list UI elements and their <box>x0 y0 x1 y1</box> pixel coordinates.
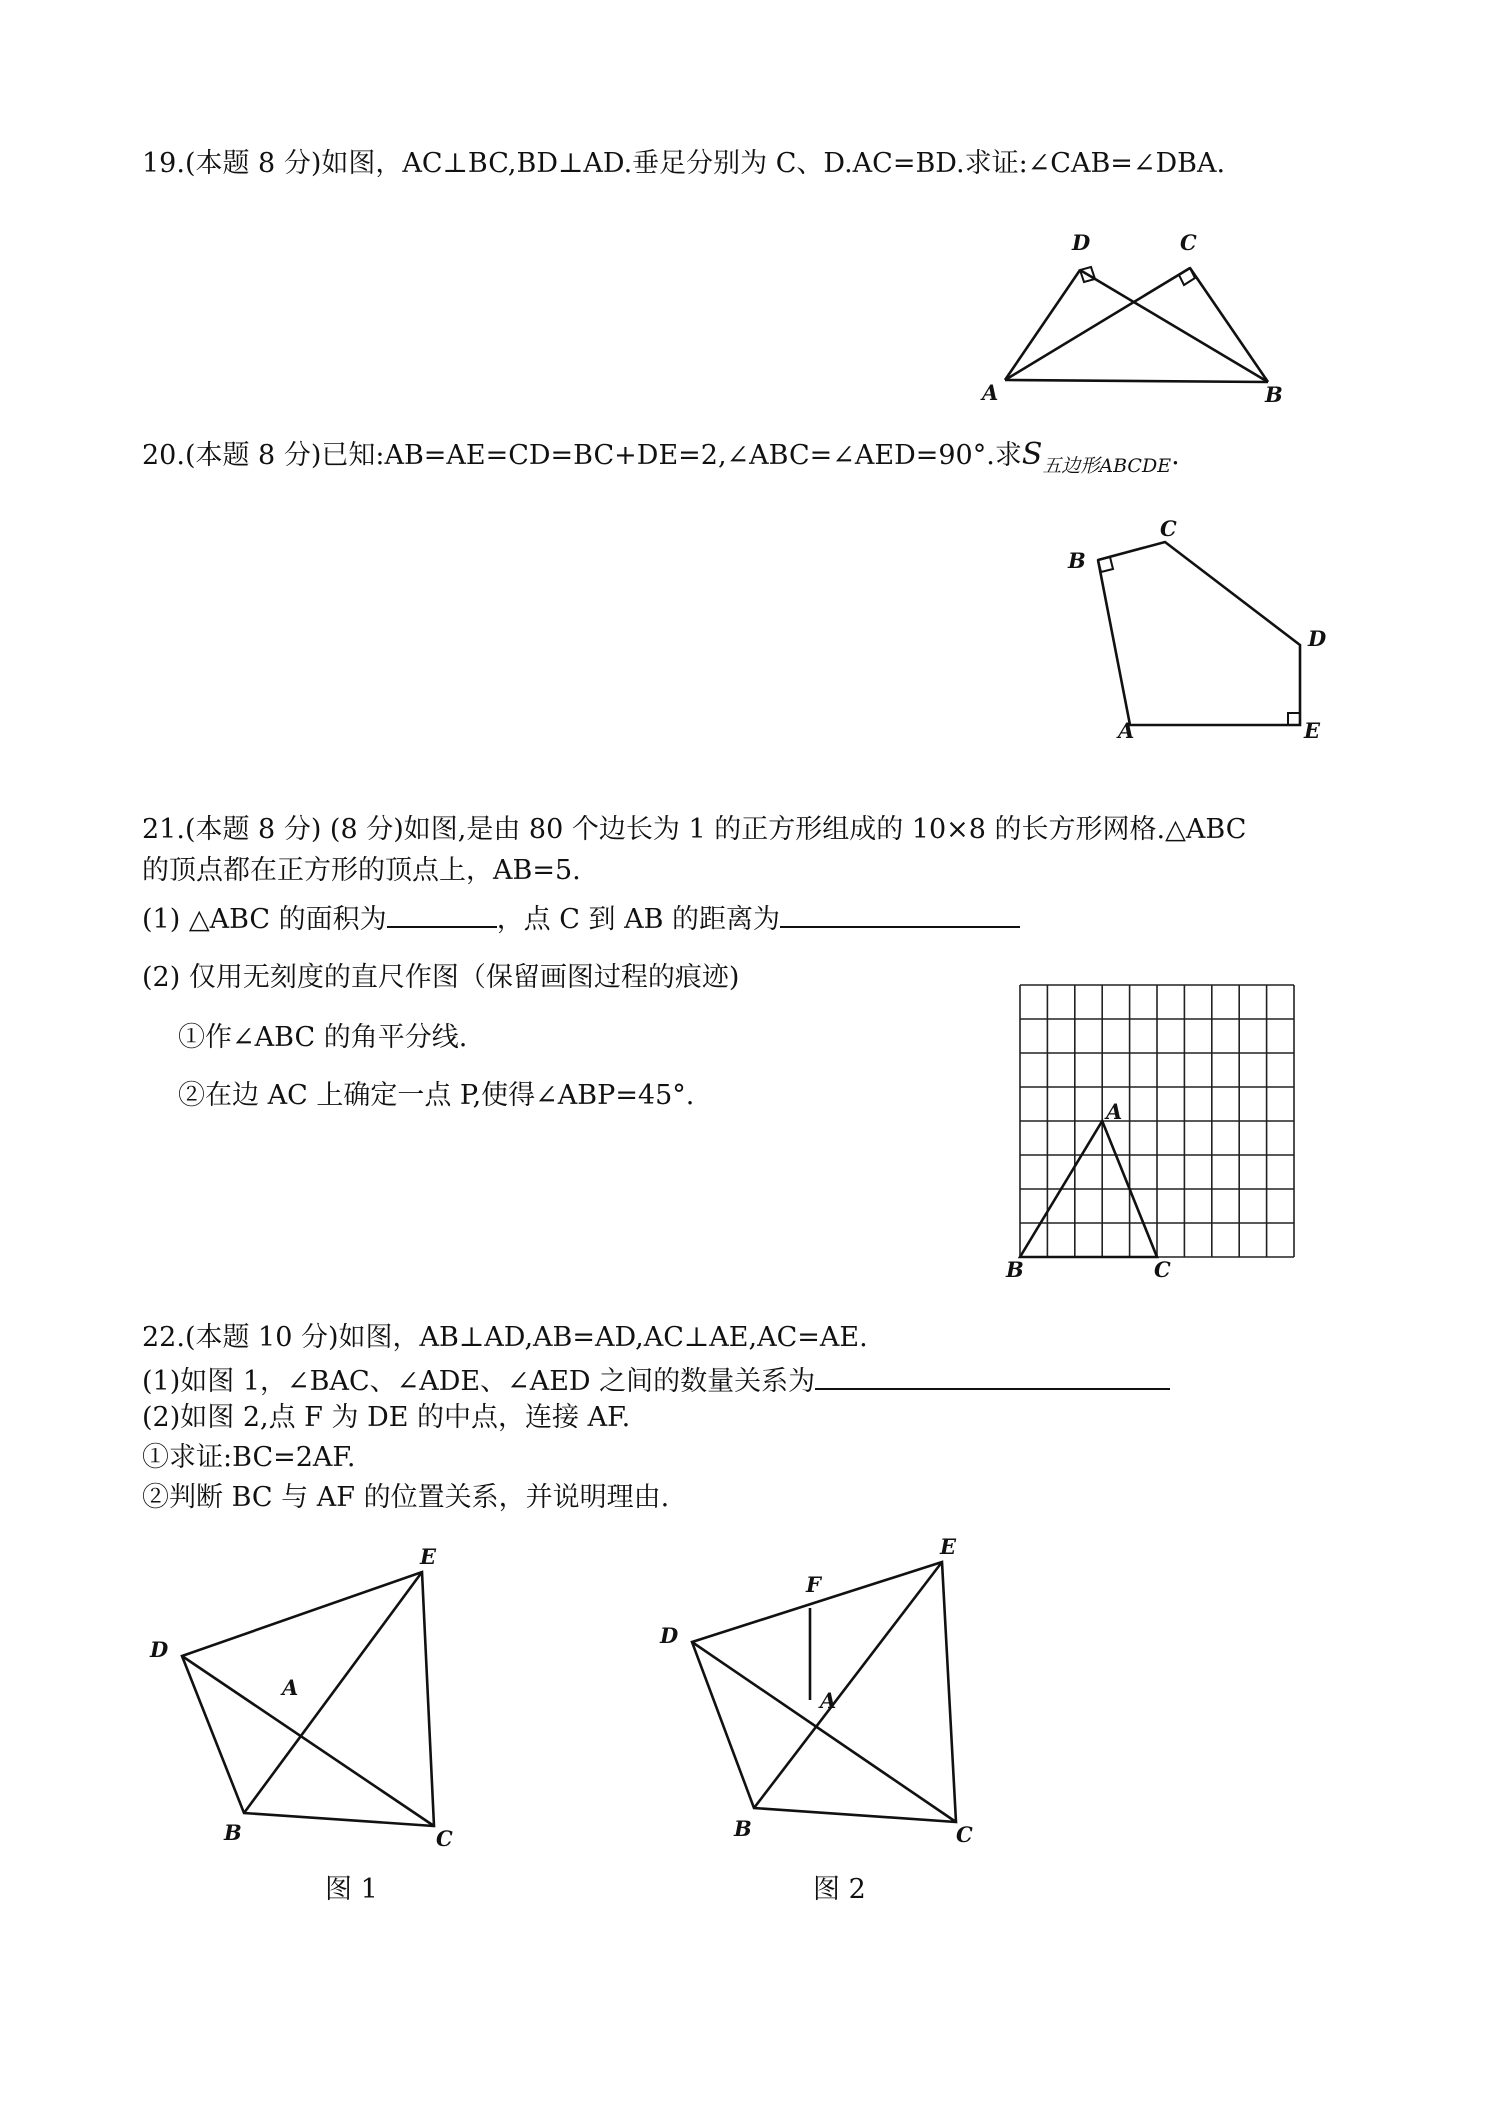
q21-part1-prompt-a: (1) △ABC 的面积为 <box>142 904 387 935</box>
q22-fig1-quadrilateral <box>182 1572 434 1826</box>
q20-area-symbol: S <box>1021 437 1043 472</box>
q22-line3: (2)如图 2,点 F 为 DE 的中点，连接 AF. <box>142 1402 631 1433</box>
q21-label-a: A <box>1106 1099 1123 1124</box>
q20-statement: 20.(本题 8 分)已知:AB=AE=CD=BC+DE=2,∠ABC=∠AED=90°.求 <box>142 440 1022 471</box>
q22-fig1-label-b: B <box>224 1820 242 1845</box>
q22-line4: ①求证:BC=2AF. <box>142 1442 356 1473</box>
q20-figure <box>1050 510 1350 750</box>
q22-fig1-segment-dc <box>182 1656 434 1826</box>
q20-area-subscript: 五边形ABCDE <box>1042 455 1172 477</box>
q22-fig1-label-c: C <box>436 1826 453 1851</box>
q22-fig2-label-c: C <box>956 1822 973 1847</box>
q21-step2: ②在边 AC 上确定一点 P,使得∠ABP=45°. <box>178 1080 695 1111</box>
q21-area-answer-blank[interactable] <box>387 900 497 928</box>
q20-right-angle-e <box>1288 713 1300 725</box>
q19-segment-ad <box>1005 270 1080 380</box>
q19-label-d: D <box>1072 230 1091 255</box>
q20-period: . <box>1171 440 1180 471</box>
q21-grid-figure <box>1000 975 1320 1285</box>
q22-line2 <box>142 1362 1170 1398</box>
q19-figure <box>980 230 1300 410</box>
q20-text <box>142 437 1180 477</box>
q22-fig2-label-f: F <box>806 1572 821 1597</box>
q21-part2: (2) 仅用无刻度的直尺作图（保留画图过程的痕迹) <box>142 962 740 993</box>
q21-label-b: B <box>1006 1257 1024 1282</box>
q22-line5: ②判断 BC 与 AF 的位置关系，并说明理由. <box>142 1482 670 1513</box>
q20-pentagon <box>1098 542 1300 725</box>
q21-part1-prompt-b: ，点 C 到 AB 的距离为 <box>496 904 781 935</box>
q22-line1: 22.(本题 10 分)如图，AB⊥AD,AB=AD,AC⊥AE,AC=AE. <box>142 1322 868 1353</box>
q20-label-a: A <box>1118 718 1135 743</box>
q19-text: 19.(本题 8 分)如图，AC⊥BC,BD⊥AD.垂足分别为 C、D.AC=BD.求证:∠CAB=∠DBA. <box>142 148 1226 179</box>
q21-step1: ①作∠ABC 的角平分线. <box>178 1022 468 1053</box>
q21-grid <box>1020 985 1294 1257</box>
q22-fig2-label-b: B <box>734 1816 752 1841</box>
q20-label-b: B <box>1068 548 1086 573</box>
q19-label-b: B <box>1265 382 1283 407</box>
q19-segment-cb <box>1190 268 1268 382</box>
q22-part1-prompt: (1)如图 1，∠BAC、∠ADE、∠AED 之间的数量关系为 <box>142 1366 816 1397</box>
q20-label-d: D <box>1308 626 1327 651</box>
q21-line2: 的顶点都在正方形的顶点上，AB=5. <box>142 855 581 886</box>
q21-part1 <box>142 900 1020 936</box>
q22-fig2-label-e: E <box>940 1534 957 1559</box>
q22-fig2-segment-dc <box>692 1642 956 1822</box>
q22-relation-answer-blank[interactable] <box>815 1362 1170 1390</box>
q21-label-c: C <box>1154 1257 1171 1282</box>
q22-figure1-caption: 图 1 <box>325 1874 378 1905</box>
q19-segment-db <box>1080 270 1268 382</box>
q22-fig2-label-d: D <box>660 1623 679 1648</box>
q22-fig1-label-a: A <box>282 1675 299 1700</box>
q22-figure2-caption: 图 2 <box>813 1874 866 1905</box>
q22-fig2-segment-be <box>754 1562 942 1808</box>
q22-figure1 <box>140 1540 480 1851</box>
q21-line1: 21.(本题 8 分) (8 分)如图,是由 80 个边长为 1 的正方形组成的 10×8 的长方形网格.△ABC <box>142 814 1247 845</box>
q20-label-e: E <box>1304 718 1321 743</box>
q22-fig2-label-a: A <box>820 1688 837 1713</box>
q20-label-c: C <box>1160 516 1177 541</box>
q22-fig1-label-e: E <box>420 1544 437 1569</box>
q22-fig1-segment-be <box>244 1572 422 1813</box>
q19-segment-ac <box>1005 268 1190 380</box>
q21-distance-answer-blank[interactable] <box>780 900 1020 928</box>
q19-label-a: A <box>982 380 999 405</box>
q19-label-c: C <box>1180 230 1197 255</box>
q22-fig1-label-d: D <box>150 1637 169 1662</box>
q22-figure2 <box>650 1530 990 1847</box>
q19-segment-ab <box>1005 380 1268 382</box>
